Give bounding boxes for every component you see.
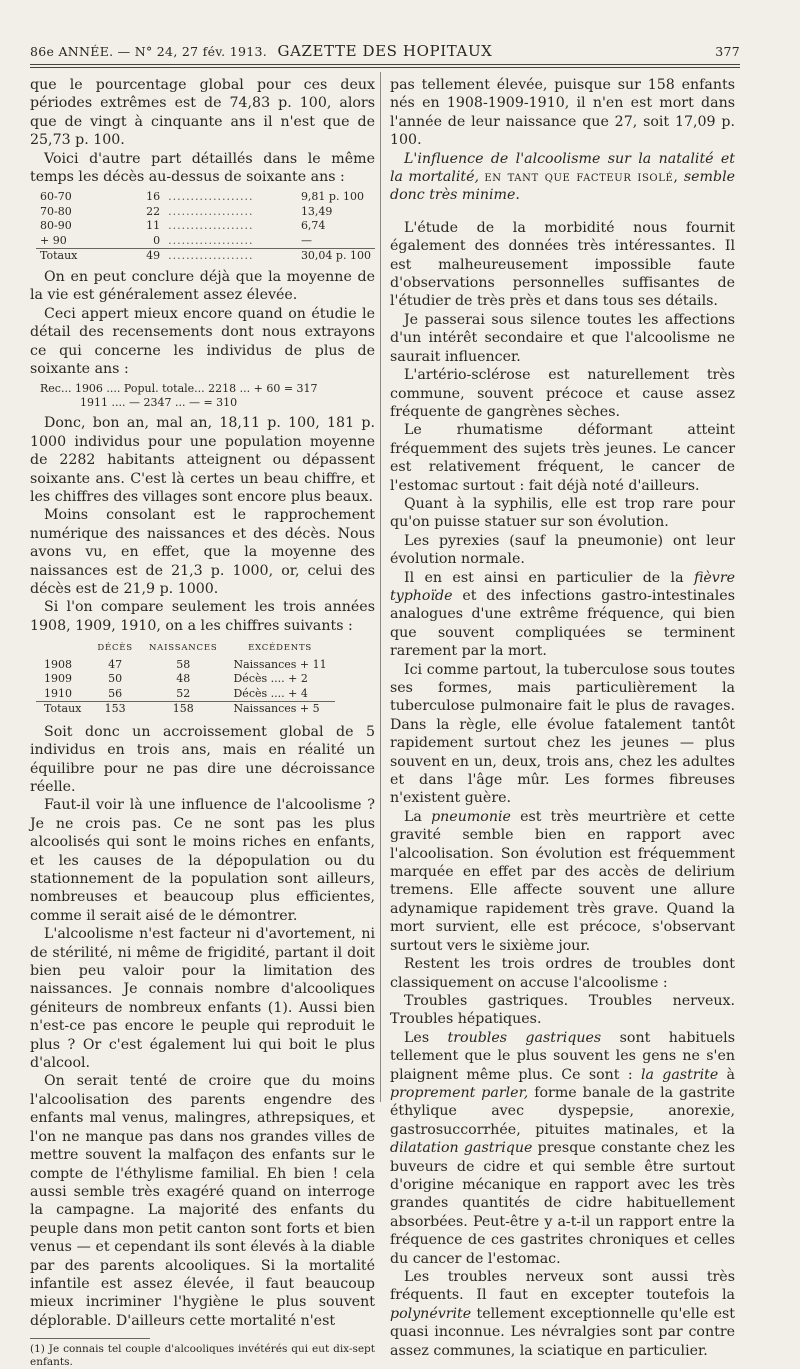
text-run: La xyxy=(404,808,422,825)
paragraph: On serait tenté de croire que du moins l'alcoolisation des parents engendre des enfants mal venus, malingres, athrepsiques, et l'on ne manque pas dans nos grandes villes de mettre souvent la malfaçon des enfants sur le compte de l'éthylisme familial. Eh bien ! cela aussi semble très exagéré quand on interroge la campagne. La majorité des enfants du peuple dans mon petit canton sont forts et bien venus — et cependant ils sont élevés à la diable par des parents alcooliques. Si la mortalité infantile est assez élevée, il faut beaucoup mieux incriminer l'hygiène le plus souvent déplorable. D'ailleurs cette mortalité n'est xyxy=(30,1073,375,1329)
naissances-cell: 52 xyxy=(176,686,191,700)
left-column xyxy=(30,76,375,1369)
table-header-row xyxy=(36,641,335,658)
count-cell: 22 xyxy=(146,204,161,218)
paragraph: Troubles gastriques. Troubles nerveux. Troubles hépatiques. xyxy=(390,992,735,1028)
leader-dots: ................... xyxy=(168,219,254,233)
italic-text: troubles gastriques xyxy=(447,1029,602,1046)
paragraph xyxy=(390,808,735,955)
header-rule-bottom xyxy=(30,67,740,68)
header-rule-top xyxy=(30,64,740,65)
paragraph: On en peut conclure déjà que la moyenne de la vie est généralement assez élevée. xyxy=(30,268,375,304)
text-run: sont habituels tellement que le plus souvent les gens ne s'en plaignent même plus. Ce sont : xyxy=(390,1029,735,1083)
total-label: Totaux xyxy=(36,702,89,717)
excedent-cell: Décès .... + 4 xyxy=(233,686,308,700)
age-cell: 60-70 xyxy=(40,190,72,204)
journal-title: GAZETTE DES HOPITAUX xyxy=(277,42,493,60)
total-label: Totaux xyxy=(36,249,124,264)
paragraph: Ici comme partout, la tuberculose sous toutes ses formes, mais particulièrement la tuberculose pulmonaire fait le plus de ravages. Dans la règle, elle évolue fatalement tantôt rapidement surtout chez les jeunes — plus souvent en un, deux, trois ans, chez les adultes et dans l'âge mûr. Les formes fibreuses n'existent guère. xyxy=(390,661,735,807)
count-cell: 11 xyxy=(146,219,161,233)
age-cell: 80-90 xyxy=(40,219,72,233)
naissances-header: NAISSANCES xyxy=(148,643,218,654)
age-cell: + 90 xyxy=(40,233,67,247)
births-deaths-table xyxy=(36,641,335,717)
excedents-header: EXCÉDENTS xyxy=(248,643,313,654)
italic-text: proprement parler, xyxy=(390,1084,529,1101)
text-run: tellement exceptionnelle qu'elle est quasi inconnue. Les névralgies sont par contre assez communes, la sciatique en particulier. xyxy=(390,1305,735,1359)
text-run: et des infections gastro-intestinales analogues d'une extrême fréquence, qui bien que souvent compliquées se terminent rarement par la mort. xyxy=(390,587,735,660)
paragraph: Je passerai sous silence toutes les affections d'un intérêt secondaire et que l'alcoolisme ne saurait influencer. xyxy=(390,311,735,365)
right-column xyxy=(390,76,735,1360)
year-cell: 1909 xyxy=(44,672,72,686)
total-pct: 30,04 p. 100 xyxy=(297,249,375,264)
pct-cell: 6,74 xyxy=(300,219,326,233)
total-excedent: Naissances + 5 xyxy=(225,702,334,717)
leader-dots: ................... xyxy=(168,190,254,204)
deces-header: DÉCÈS xyxy=(97,643,133,654)
year-cell: 1910 xyxy=(44,686,72,700)
total-count: 49 xyxy=(124,249,164,264)
italic-text: fièvre typhoïde xyxy=(390,569,736,604)
italic-text: polynévrite xyxy=(390,1305,472,1322)
paragraph: Quant à la syphilis, elle est trop rare pour qu'on puisse statuer sur son évolution. xyxy=(390,495,735,531)
count-cell: 0 xyxy=(153,233,161,247)
paragraph: Donc, bon an, mal an, 18,11 p. 100, 181 p. 1000 individus pour une population moyenne de 2282 habitants atteignent ou dépassent soixante ans. C'est là certes un beau chiffre, et les chiffres des villages sont encore plus beaux. xyxy=(30,415,375,505)
column-divider xyxy=(380,72,381,1102)
paragraph: Soit donc un accroissement global de 5 individus en trois ans, mais en réalité un équilibre pour ne pas dire une décroissance réelle. xyxy=(30,723,375,795)
footnote-rule xyxy=(30,1338,150,1339)
age-cell: 70-80 xyxy=(40,204,72,218)
table-row xyxy=(36,658,335,673)
table-row xyxy=(36,687,335,702)
italic-text: la gastrite xyxy=(640,1066,719,1083)
census-data xyxy=(40,382,375,410)
leader-dots: ................... xyxy=(164,249,297,264)
age-deaths-table xyxy=(36,190,375,264)
issue-info: 86e ANNÉE. — N° 24, 27 fév. 1913. xyxy=(30,44,267,59)
text-run: à xyxy=(726,1066,736,1083)
italic-text: dilatation gastrique xyxy=(390,1140,533,1157)
paragraph: Ceci appert mieux encore quand on étudie le détail des recensements dont nous extrayons ce qui concerne les individus de plus de soixante ans : xyxy=(30,305,375,377)
text-run: Il en est ainsi en particulier de la xyxy=(404,569,684,586)
census-line: 1911 .... — 2347 ... — = 310 xyxy=(80,396,238,410)
paragraph: que le pourcentage global pour ces deux périodes extrêmes est de 74,83 p. 100, alors que de vingt à cinquante ans il n'est que de 25,73 p. 100. xyxy=(30,77,375,149)
year-cell: 1908 xyxy=(44,657,72,671)
small-caps-text: en tant que facteur isolé, xyxy=(484,169,679,186)
conclusion-paragraph xyxy=(390,150,735,205)
naissances-cell: 58 xyxy=(176,657,191,671)
paragraph: Restent les trois ordres de troubles dont classiquement on accuse l'alcoolisme : xyxy=(390,956,735,991)
pct-cell: 13,49 xyxy=(300,204,333,218)
text-run: Les troubles nerveux sont aussi très fréquents. Il faut en excepter toutefois la xyxy=(390,1269,735,1304)
paragraph: Les pyrexies (sauf la pneumonie) ont leur évolution normale. xyxy=(390,532,735,568)
italic-text: L'influence de l'alcoolisme sur la natalité et la mortalité, xyxy=(390,150,735,186)
total-naissances: 158 xyxy=(141,702,226,717)
count-cell: 16 xyxy=(146,190,161,204)
table-total-row xyxy=(36,249,375,264)
table-row xyxy=(36,190,375,205)
paragraph xyxy=(390,569,735,661)
paragraph: Moins consolant est le rapprochement numérique des naissances et des décès. Nous avons vu, en effet, que la moyenne des naissances est de 21,3 p. 1000, or, celui des décès est de 21,9 p. 1000. xyxy=(30,507,375,598)
deces-cell: 56 xyxy=(108,686,123,700)
paragraph: L'étude de la morbidité nous fournit également des données très intéressantes. Il est malheureusement impossible faute d'observations personnelles suffisantes de l'étudier de très près et dans tous ses détails. xyxy=(390,219,735,310)
leader-dots: ................... xyxy=(168,204,254,218)
table-row xyxy=(36,205,375,220)
table-row xyxy=(36,234,375,249)
italic-text: semble donc très minime. xyxy=(390,169,736,204)
year-header xyxy=(36,641,89,658)
naissances-cell: 48 xyxy=(176,672,191,686)
italic-text: pneumonie xyxy=(431,808,511,825)
table-total-row xyxy=(36,702,335,717)
census-line: Rec... 1906 .... Popul. totale... 2218 ... + 60 = 317 xyxy=(40,382,318,396)
pct-cell: — xyxy=(300,233,312,247)
pct-cell: 9,81 p. 100 xyxy=(300,190,364,204)
text-run: Les xyxy=(404,1029,430,1046)
text-run: est très meurtrière et cette gravité semble bien en rapport avec l'alcoolisation. Son évolution est fréquemment marquée en effet par des accès de delirium tremens. Elle affecte souvent une allure adynamique rapidement très grave. Quand la mort survient, elle est précoce, s'observant surtout vers le sixième jour. xyxy=(390,808,735,954)
text-run: forme banale de la gastrite éthylique avec dyspepsie, anorexie, gastrosuccorrhée, pituites matinales, et la xyxy=(390,1084,735,1138)
total-deces: 153 xyxy=(89,702,141,717)
excedent-cell: Décès .... + 2 xyxy=(233,672,308,686)
paragraph: Voici d'autre part détaillés dans le même temps les décès au-dessus de soixante ans : xyxy=(30,150,375,186)
paragraph: pas tellement élevée, puisque sur 158 enfants nés en 1908-1909-1910, il n'en est mort dans l'année de leur naissance que 27, soit 17,09 p. 100. xyxy=(390,77,735,149)
footnote: (1) Je connais tel couple d'alcooliques invétérés qui eut dix-sept enfants. xyxy=(30,1343,375,1369)
deces-cell: 47 xyxy=(108,657,123,671)
paragraph: Si l'on compare seulement les trois années 1908, 1909, 1910, on a les chiffres suivants : xyxy=(30,599,375,634)
paragraph xyxy=(390,1268,735,1360)
paragraph: L'alcoolisme n'est facteur ni d'avortement, ni de stérilité, ni même de frigidité, partant il doit bien peu valoir pour la limitation des naissances. Je connais nombre d'alcooliques géniteurs de nombreux enfants (1). Aussi bien n'est-ce pas encore le peuple qui reproduit le plus ? Or c'est également lui qui boit le plus d'alcool. xyxy=(30,926,375,1072)
leader-dots: ................... xyxy=(168,233,254,247)
table-row xyxy=(36,672,335,687)
paragraph xyxy=(390,1029,735,1268)
paragraph: Le rhumatisme déformant atteint fréquemment des sujets très jeunes. Le cancer est relativement fréquent, le cancer de l'estomac surtout : fait déjà noté d'ailleurs. xyxy=(390,422,735,494)
paragraph: Faut-il voir là une influence de l'alcoolisme ? Je ne crois pas. Ce ne sont pas les plus alcoolisés qui sont le moins riches en enfants, et les causes de la dépopulation ou du stationnement de la population sont ailleurs, nombreuses et beaucoup plus efficientes, comme il serait aisé de le démontrer. xyxy=(30,797,375,924)
text-run: presque constante chez les buveurs de cidre et qui semble être surtout d'origine mécanique en rapport avec les très grandes quantités de cidre habituellement absorbées. Peut-être y a-t-il un rapport entre la fréquence de ces gastrites chroniques et celles du cancer de l'estomac. xyxy=(390,1140,736,1267)
paragraph: L'artério-sclérose est naturellement très commune, souvent précoce et cause assez fréquente de gangrènes sèches. xyxy=(390,367,735,420)
excedent-cell: Naissances + 11 xyxy=(233,657,327,671)
page-header xyxy=(30,40,740,62)
table-row xyxy=(36,219,375,234)
deces-cell: 50 xyxy=(108,672,123,686)
page-number: 377 xyxy=(715,44,740,59)
